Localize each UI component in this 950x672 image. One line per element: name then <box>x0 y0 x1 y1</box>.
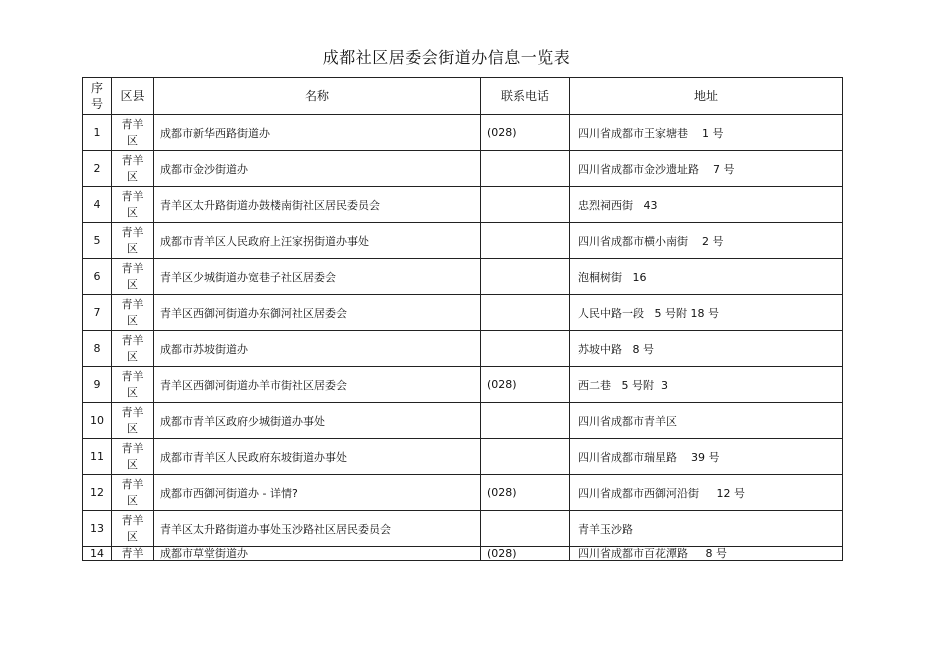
header-address: 地址 <box>570 78 843 115</box>
cell-district <box>112 547 154 561</box>
cell-name: 成都市苏坡街道办 <box>154 331 481 367</box>
table-row <box>83 115 843 151</box>
cell-district-line: 青羊 <box>121 477 144 491</box>
table-row <box>83 439 843 475</box>
cell-seq: 7 <box>83 295 112 331</box>
cell-seq: 6 <box>83 259 112 295</box>
cell-name: 青羊区西御河街道办羊市街社区居委会 <box>154 367 481 403</box>
cell-address: 四川省成都市瑞星路 39 号 <box>570 439 843 475</box>
cell-district <box>112 439 154 475</box>
cell-district <box>112 511 154 547</box>
table-row <box>83 331 843 367</box>
cell-district-line: 区 <box>127 277 138 291</box>
cell-district-line: 青羊 <box>121 225 144 239</box>
cell-district-line: 青羊 <box>121 153 144 167</box>
table-row <box>83 187 843 223</box>
cell-phone <box>481 151 570 187</box>
cell-district <box>112 475 154 511</box>
cell-district-line: 青羊 <box>121 513 144 527</box>
header-row <box>83 78 843 115</box>
cell-district-line: 区 <box>127 385 138 399</box>
cell-district-line: 区 <box>127 349 138 363</box>
cell-district-line: 青羊 <box>121 189 144 203</box>
table-body <box>83 115 843 561</box>
cell-seq: 10 <box>83 403 112 439</box>
cell-district-line: 区 <box>127 241 138 255</box>
cell-district <box>112 367 154 403</box>
cell-phone: (028) <box>481 547 570 561</box>
cell-phone <box>481 295 570 331</box>
cell-district-line: 青羊 <box>121 369 144 383</box>
cell-seq: 9 <box>83 367 112 403</box>
cell-district <box>112 403 154 439</box>
cell-phone <box>481 223 570 259</box>
table-row <box>83 151 843 187</box>
cell-seq: 8 <box>83 331 112 367</box>
cell-phone: (028) <box>481 115 570 151</box>
cell-seq: 11 <box>83 439 112 475</box>
cell-name: 青羊区少城街道办宽巷子社区居委会 <box>154 259 481 295</box>
header-name: 名称 <box>154 78 481 115</box>
cell-district-line: 青羊 <box>121 441 144 455</box>
cell-seq: 1 <box>83 115 112 151</box>
cell-address: 四川省成都市百花潭路 8 号 <box>570 547 843 561</box>
cell-district-line: 区 <box>127 313 138 327</box>
directory-table <box>82 77 843 561</box>
header-phone: 联系电话 <box>481 78 570 115</box>
cell-phone <box>481 403 570 439</box>
cell-name: 成都市金沙街道办 <box>154 151 481 187</box>
cell-district <box>112 187 154 223</box>
cell-address: 人民中路一段 5 号附 18 号 <box>570 295 843 331</box>
cell-phone: (028) <box>481 367 570 403</box>
cell-district-line: 区 <box>127 493 138 507</box>
cell-name: 成都市草堂街道办 <box>154 547 481 561</box>
cell-district-line: 青羊 <box>121 261 144 275</box>
table-row <box>83 223 843 259</box>
table-row <box>83 475 843 511</box>
cell-address: 四川省成都市王家塘巷 1 号 <box>570 115 843 151</box>
cell-phone <box>481 331 570 367</box>
cell-address: 四川省成都市横小南街 2 号 <box>570 223 843 259</box>
cell-district <box>112 331 154 367</box>
table-row <box>83 511 843 547</box>
cell-name: 成都市青羊区政府少城街道办事处 <box>154 403 481 439</box>
cell-address: 苏坡中路 8 号 <box>570 331 843 367</box>
cell-phone: (028) <box>481 475 570 511</box>
cell-phone <box>481 439 570 475</box>
header-seq <box>83 78 112 115</box>
cell-address: 西二巷 5 号附 3 <box>570 367 843 403</box>
cell-district-line: 区 <box>127 421 138 435</box>
cell-district <box>112 223 154 259</box>
cell-seq: 12 <box>83 475 112 511</box>
cell-name: 青羊区太升路街道办事处玉沙路社区居民委员会 <box>154 511 481 547</box>
cell-district-line: 区 <box>127 529 138 543</box>
cell-district-line: 区 <box>127 457 138 471</box>
cell-address: 四川省成都市西御河沿街 12 号 <box>570 475 843 511</box>
cell-seq: 2 <box>83 151 112 187</box>
cell-name: 青羊区西御河街道办东御河社区居委会 <box>154 295 481 331</box>
cell-district <box>112 259 154 295</box>
cell-address: 四川省成都市青羊区 <box>570 403 843 439</box>
cell-district <box>112 115 154 151</box>
header-seq-line-1: 序 <box>90 81 103 95</box>
cell-address: 泡桐树街 16 <box>570 259 843 295</box>
cell-district <box>112 295 154 331</box>
cell-phone <box>481 511 570 547</box>
table-row <box>83 367 843 403</box>
cell-district-line: 青羊 <box>121 297 144 311</box>
cell-name: 成都市青羊区人民政府东坡街道办事处 <box>154 439 481 475</box>
page-title: 成都社区居委会街道办信息一览表 <box>322 48 571 67</box>
header-district: 区县 <box>112 78 154 115</box>
table-row <box>83 547 843 561</box>
table-row <box>83 259 843 295</box>
cell-district-line: 区 <box>127 169 138 183</box>
cell-seq: 4 <box>83 187 112 223</box>
cell-name: 成都市新华西路街道办 <box>154 115 481 151</box>
cell-district-line: 青羊 <box>121 333 144 347</box>
cell-name: 青羊区太升路街道办鼓楼南街社区居民委员会 <box>154 187 481 223</box>
cell-name: 成都市青羊区人民政府上汪家拐街道办事处 <box>154 223 481 259</box>
cell-seq: 13 <box>83 511 112 547</box>
cell-district-line: 青羊 <box>121 117 144 131</box>
header-seq-line-2: 号 <box>90 97 103 111</box>
table-row <box>83 295 843 331</box>
cell-seq: 14 <box>83 547 112 561</box>
cell-address: 四川省成都市金沙遗址路 7 号 <box>570 151 843 187</box>
cell-district-line: 区 <box>127 133 138 147</box>
table-row <box>83 403 843 439</box>
cell-phone <box>481 187 570 223</box>
cell-address: 青羊玉沙路 <box>570 511 843 547</box>
cell-district-line: 青羊 <box>121 405 144 419</box>
cell-name: 成都市西御河街道办 - 详情? <box>154 475 481 511</box>
cell-district-line: 区 <box>127 205 138 219</box>
cell-address: 忠烈祠西街 43 <box>570 187 843 223</box>
cell-phone <box>481 259 570 295</box>
cell-seq: 5 <box>83 223 112 259</box>
cell-district-line: 青羊 <box>121 546 144 560</box>
cell-district <box>112 151 154 187</box>
